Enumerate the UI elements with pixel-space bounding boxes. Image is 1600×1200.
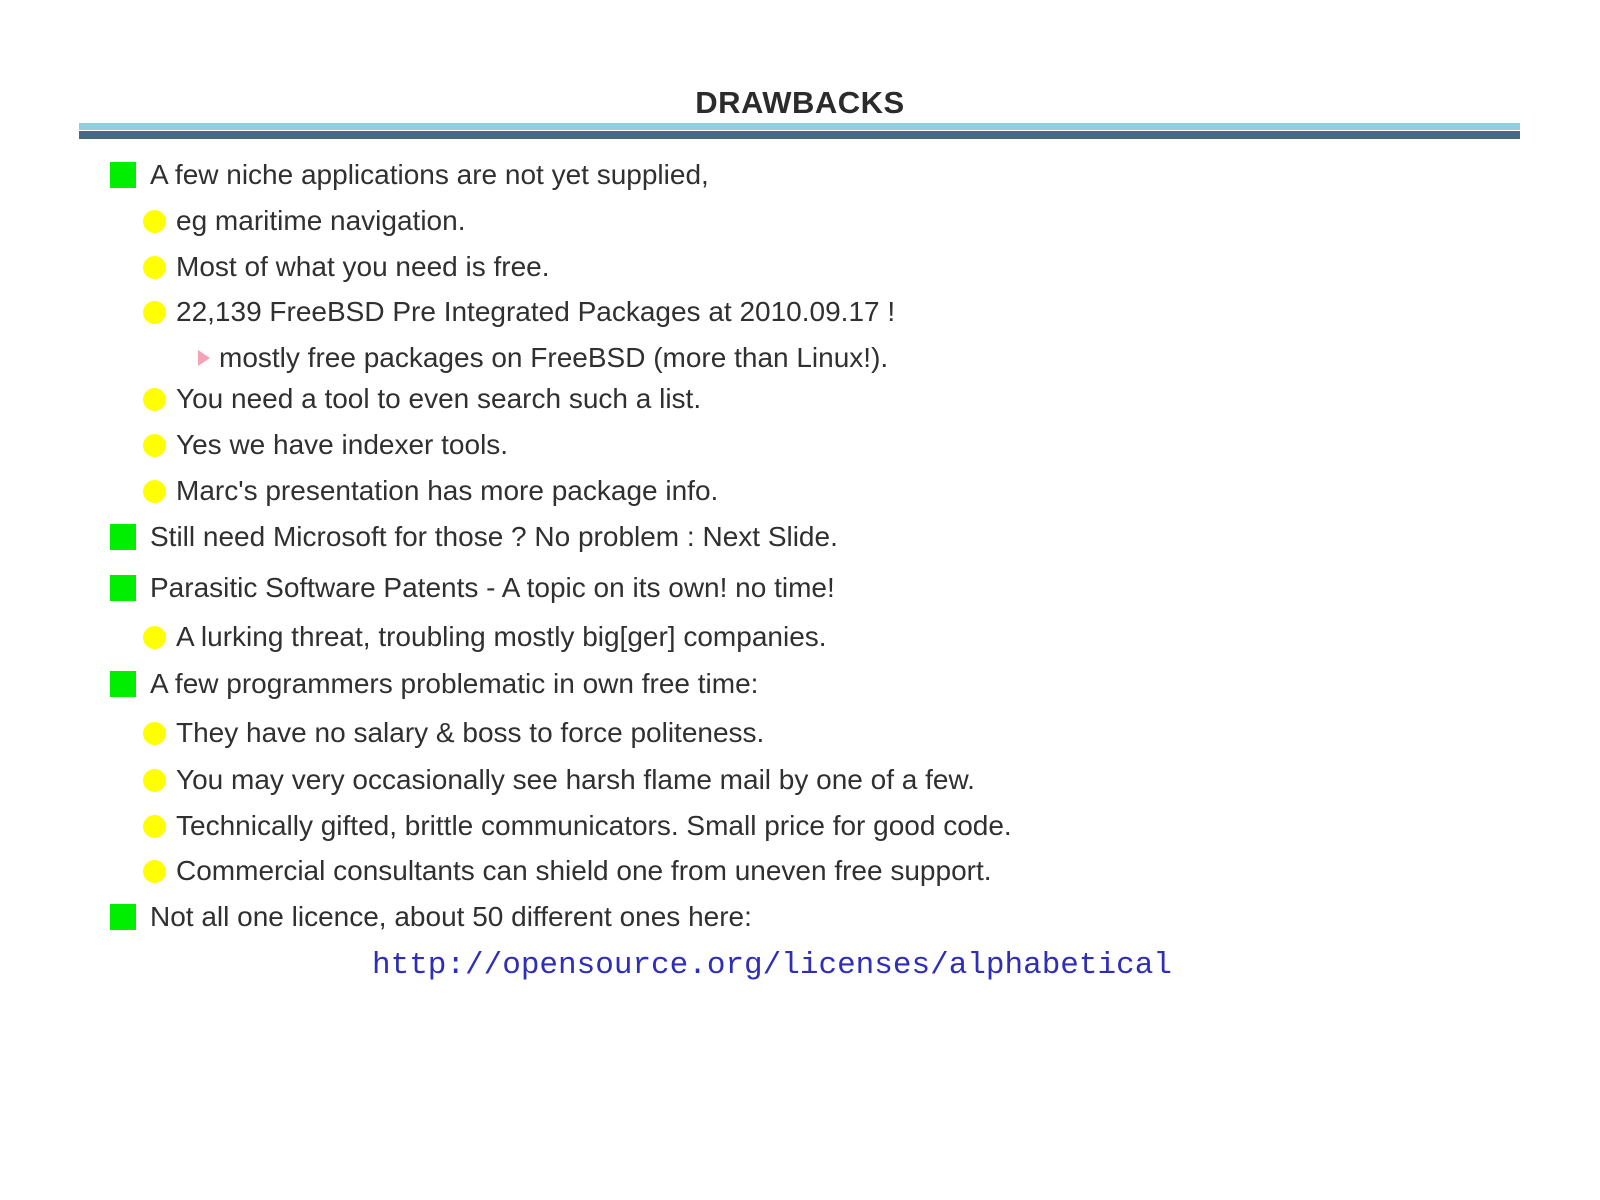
triangle-bullet-icon xyxy=(198,350,210,366)
circle-bullet-icon xyxy=(143,210,166,233)
bullet-text: Technically gifted, brittle communicators. Small price for good code. xyxy=(176,810,1012,841)
bullet-text: You may very occasionally see harsh flame mail by one of a few. xyxy=(176,764,975,795)
slide-title: DRAWBACKS xyxy=(695,85,905,120)
square-bullet-icon xyxy=(110,524,136,550)
square-bullet-icon xyxy=(110,575,136,601)
circle-bullet-icon xyxy=(143,256,166,279)
bullet-text: A lurking threat, troubling mostly big[ger] companies. xyxy=(176,621,827,652)
bullet-text: A few programmers problematic in own free time: xyxy=(150,668,759,699)
bullet-item xyxy=(0,662,1600,706)
bullet-item xyxy=(0,377,1600,421)
bullet-item xyxy=(0,423,1600,467)
bullet-text: They have no salary & boss to force politeness. xyxy=(176,717,765,748)
title-rule-light xyxy=(79,123,1520,130)
bullet-text: eg maritime navigation. xyxy=(176,205,466,236)
bullet-item xyxy=(0,711,1600,755)
square-bullet-icon xyxy=(110,904,136,930)
bullet-text: Still need Microsoft for those ? No problem : Next Slide. xyxy=(150,521,838,552)
circle-bullet-icon xyxy=(143,388,166,411)
square-bullet-icon xyxy=(110,162,136,188)
circle-bullet-icon xyxy=(143,769,166,792)
circle-bullet-icon xyxy=(143,860,166,883)
circle-bullet-icon xyxy=(143,301,166,324)
bullet-text: Parasitic Software Patents - A topic on its own! no time! xyxy=(150,572,835,603)
circle-bullet-icon xyxy=(143,480,166,503)
bullet-item xyxy=(0,804,1600,848)
circle-bullet-icon xyxy=(143,815,166,838)
bullet-item xyxy=(0,245,1600,289)
bullet-item xyxy=(0,758,1600,802)
bullet-item xyxy=(0,615,1600,659)
bullet-text: Not all one licence, about 50 different ones here: xyxy=(150,901,752,932)
bullet-text: 22,139 FreeBSD Pre Integrated Packages at 2010.09.17 ! xyxy=(176,296,896,327)
circle-bullet-icon xyxy=(143,626,166,649)
bullet-item xyxy=(0,515,1600,559)
bullet-item xyxy=(0,849,1600,893)
bullet-text: Marc's presentation has more package info. xyxy=(176,475,719,506)
bullet-item xyxy=(0,290,1600,334)
bullet-text: You need a tool to even search such a list. xyxy=(176,383,702,414)
bullet-text: Yes we have indexer tools. xyxy=(176,429,509,460)
bullet-text: Most of what you need is free. xyxy=(176,251,550,282)
circle-bullet-icon xyxy=(143,434,166,457)
bullet-item xyxy=(0,153,1600,197)
bullet-text: A few niche applications are not yet supplied, xyxy=(150,159,709,190)
bullet-item xyxy=(0,336,1600,380)
license-url-link[interactable]: http://opensource.org/licenses/alphabetical xyxy=(372,947,1172,983)
bullet-text: mostly free packages on FreeBSD (more than Linux!). xyxy=(219,342,889,373)
circle-bullet-icon xyxy=(143,722,166,745)
title-rule-dark xyxy=(79,131,1520,139)
bullet-item xyxy=(0,566,1600,610)
square-bullet-icon xyxy=(110,671,136,697)
link-row xyxy=(0,943,1600,987)
bullet-item xyxy=(0,469,1600,513)
bullet-text: Commercial consultants can shield one from uneven free support. xyxy=(176,855,992,886)
bullet-item xyxy=(0,895,1600,939)
bullet-item xyxy=(0,199,1600,243)
